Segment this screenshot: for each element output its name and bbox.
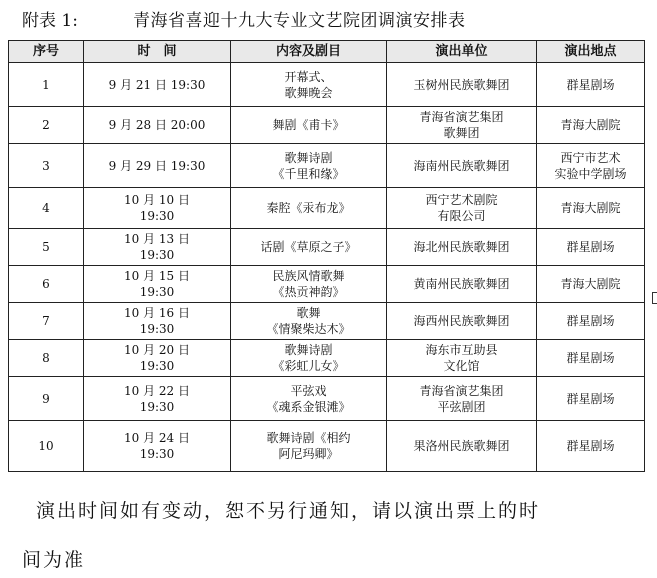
cell-venue-line: 群星剧场	[566, 439, 615, 453]
cell-time-line: 10 月 10 日	[124, 193, 190, 207]
cell-no: 7	[9, 303, 84, 340]
cell-venue	[537, 377, 645, 421]
cell-unit	[387, 144, 537, 188]
cell-venue-line: 青海大剧院	[560, 118, 621, 132]
cell-venue-line: 群星剧场	[566, 240, 615, 254]
cell-venue	[537, 340, 645, 377]
table-row	[9, 107, 645, 144]
attachment-label: 附表 1:	[22, 11, 78, 31]
col-header-time: 时 间	[84, 41, 231, 63]
cell-time-line: 9 月 28 日 20:00	[108, 118, 206, 132]
cell-program-line: 《热贡神韵》	[272, 285, 345, 299]
cell-program	[231, 266, 387, 303]
cell-unit-line: 平弦剧团	[437, 399, 486, 414]
col-header-program: 内容及剧目	[231, 41, 387, 63]
cell-program	[231, 144, 387, 188]
cell-time-line: 19:30	[139, 322, 175, 336]
table-row	[9, 340, 645, 377]
cell-time-line: 10 月 20 日	[124, 343, 190, 357]
cell-venue-line: 西宁市艺术	[560, 150, 621, 165]
cell-time-line: 10 月 15 日	[124, 269, 190, 283]
table-row	[9, 303, 645, 340]
cell-time	[84, 303, 231, 340]
cell-no: 6	[9, 266, 84, 303]
cell-unit	[387, 229, 537, 266]
cell-unit-line: 海南州民族歌舞团	[413, 158, 510, 173]
cell-program-line: 《彩虹儿女》	[272, 359, 345, 373]
cell-program	[231, 340, 387, 377]
cell-time	[84, 421, 231, 472]
cell-venue	[537, 303, 645, 340]
cell-venue-line: 群星剧场	[566, 351, 615, 365]
cell-program-line: 歌舞诗剧	[284, 150, 333, 165]
cell-no: 5	[9, 229, 84, 266]
cell-program-line: 秦腔《汞布龙》	[266, 201, 351, 215]
cell-time	[84, 229, 231, 266]
cell-venue	[537, 188, 645, 229]
cell-program-line: 开幕式、	[284, 69, 333, 84]
cell-time	[84, 144, 231, 188]
cell-venue	[537, 63, 645, 107]
cell-program-line: 民族风情歌舞	[272, 269, 345, 283]
cell-time-line: 9 月 29 日 19:30	[108, 158, 206, 173]
notice-text-line1: 演出时间如有变动，恕不另行通知，请以演出票上的时	[36, 500, 541, 522]
cell-no: 1	[9, 63, 84, 107]
cell-venue-line: 群星剧场	[566, 314, 615, 328]
cell-program	[231, 377, 387, 421]
cell-program-line: 舞剧《甫卡》	[272, 118, 345, 132]
cell-time-line: 9 月 21 日 19:30	[108, 77, 206, 92]
cell-venue-line: 青海大剧院	[560, 277, 621, 291]
cell-program	[231, 421, 387, 472]
cell-program	[231, 188, 387, 229]
cell-time-line: 19:30	[139, 447, 175, 461]
col-header-venue: 演出地点	[537, 41, 645, 63]
cell-program-line: 阿尼玛卿》	[278, 447, 339, 461]
cell-time	[84, 377, 231, 421]
table-row	[9, 421, 645, 472]
cell-time-line: 19:30	[139, 248, 175, 262]
cell-unit-line: 青海省演艺集团	[419, 110, 504, 124]
cell-unit	[387, 421, 537, 472]
cell-venue-line: 青海大剧院	[560, 201, 621, 215]
table-row	[9, 266, 645, 303]
cell-time-line: 19:30	[139, 399, 175, 414]
cell-time	[84, 266, 231, 303]
cell-program-line: 歌舞	[296, 306, 321, 320]
cell-time-line: 19:30	[139, 209, 175, 223]
cell-unit	[387, 266, 537, 303]
cell-program-line: 歌舞诗剧	[284, 343, 333, 357]
table-row	[9, 377, 645, 421]
cell-unit	[387, 188, 537, 229]
cell-time	[84, 340, 231, 377]
cell-time	[84, 63, 231, 107]
cell-unit-line: 文化馆	[443, 359, 480, 373]
cell-unit-line: 海北州民族歌舞团	[413, 240, 510, 254]
cell-unit	[387, 377, 537, 421]
cell-program-line: 《情聚柴达木》	[266, 322, 351, 336]
cell-no: 10	[9, 421, 84, 472]
page-title: 青海省喜迎十九大专业文艺院团调演安排表	[133, 11, 466, 31]
cell-unit-line: 西宁艺术剧院	[425, 193, 498, 207]
cell-program-line: 《魂系金银滩》	[266, 399, 351, 414]
cell-unit-line: 黄南州民族歌舞团	[413, 277, 510, 291]
cell-program-line: 平弦戏	[290, 383, 327, 398]
cell-unit-line: 海东市互助县	[425, 343, 498, 357]
cell-program-line: 话剧《草原之子》	[260, 240, 357, 254]
col-header-unit: 演出单位	[387, 41, 537, 63]
cell-unit-line: 玉树州民族歌舞团	[413, 77, 510, 92]
cell-no: 9	[9, 377, 84, 421]
table-header-row	[9, 41, 645, 63]
cell-unit-line: 海西州民族歌舞团	[413, 314, 510, 328]
cell-time-line: 10 月 16 日	[124, 306, 190, 320]
cell-unit	[387, 340, 537, 377]
cell-no: 8	[9, 340, 84, 377]
cell-venue-line: 群星剧场	[566, 77, 615, 92]
col-header-no: 序号	[9, 41, 84, 63]
cell-unit	[387, 303, 537, 340]
cell-unit-line: 有限公司	[437, 209, 486, 223]
cell-program-line: 《千里和缘》	[272, 166, 345, 181]
cell-program	[231, 107, 387, 144]
cell-time-line: 10 月 24 日	[124, 431, 190, 445]
cell-unit-line: 青海省演艺集团	[419, 383, 504, 398]
title-row	[0, 6, 657, 30]
cell-venue	[537, 266, 645, 303]
cell-program-line: 歌舞晚会	[284, 85, 333, 100]
cell-time	[84, 188, 231, 229]
cell-time-line: 10 月 22 日	[124, 383, 190, 398]
cell-unit-line: 果洛州民族歌舞团	[413, 439, 510, 453]
cell-program	[231, 229, 387, 266]
schedule-table	[8, 40, 645, 472]
cell-unit	[387, 63, 537, 107]
cell-venue	[537, 421, 645, 472]
table-row	[9, 144, 645, 188]
table-row	[9, 229, 645, 266]
cell-no: 2	[9, 107, 84, 144]
cell-venue-line: 群星剧场	[566, 391, 615, 406]
cell-venue	[537, 107, 645, 144]
table-row	[9, 63, 645, 107]
cell-unit-line: 歌舞团	[443, 126, 480, 140]
cell-time-line: 19:30	[139, 359, 175, 373]
cell-venue	[537, 144, 645, 188]
cell-no: 3	[9, 144, 84, 188]
cell-venue-line: 实验中学剧场	[554, 166, 627, 181]
cell-program	[231, 303, 387, 340]
cell-program	[231, 63, 387, 107]
notice-text-line2: 间为准	[22, 549, 86, 571]
cell-time-line: 10 月 13 日	[124, 232, 190, 246]
page-edge-mark	[652, 292, 657, 304]
cell-time	[84, 107, 231, 144]
table-row	[9, 188, 645, 229]
cell-no: 4	[9, 188, 84, 229]
cell-program-line: 歌舞诗剧《相约	[266, 431, 351, 445]
cell-time-line: 19:30	[139, 285, 175, 299]
cell-venue	[537, 229, 645, 266]
cell-unit	[387, 107, 537, 144]
